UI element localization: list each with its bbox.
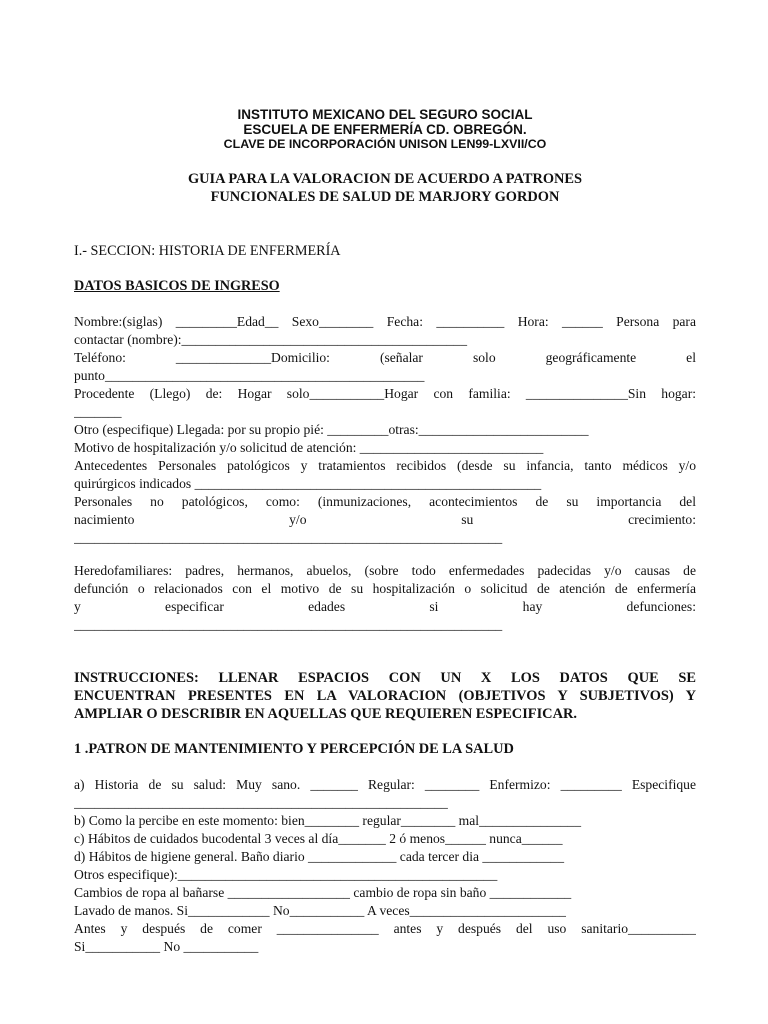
patron-line: a) Historia de su salud: Muy sano. _______ Regular: ________ Enfermizo: _________ Especifique (74, 777, 696, 792)
instructions-line: INSTRUCCIONES: LLENAR ESPACIOS CON UN X LOS DATOS QUE SE (74, 670, 696, 686)
datos-title: DATOS BASICOS DE INGRESO (74, 278, 280, 294)
patron-line: Si___________ No ___________ (74, 939, 259, 954)
patron-line: b) Como la percibe en este momento: bien________ regular________ mal_______________ (74, 813, 582, 828)
instructions (74, 669, 696, 723)
datos-line: Motivo de hospitalización y/o solicitud de atención: ___________________________ (74, 440, 544, 455)
patron-block (74, 776, 696, 956)
guide-title (74, 170, 696, 206)
heredo-line: _______________________________________________________________ (74, 617, 503, 632)
header-line-1: INSTITUTO MEXICANO DEL SEGURO SOCIAL (237, 107, 533, 122)
instructions-line: ENCUENTRAN PRESENTES EN LA VALORACION (OBJETIVOS Y SUBJETIVOS) Y (74, 688, 696, 704)
heredo-line: y especificar edades si hay defunciones: (74, 599, 696, 614)
institution-header (74, 107, 696, 152)
header-line-2: ESCUELA DE ENFERMERÍA CD. OBREGÓN. (243, 122, 527, 137)
patron-line: Lavado de manos. Si____________ No___________ A veces_______________________ (74, 903, 566, 918)
datos-line: contactar (nombre):__________________________________________ (74, 332, 468, 347)
patron-line: Cambios de ropa al bañarse __________________ cambio de ropa sin baño ____________ (74, 885, 572, 900)
patron-title: 1 .PATRON DE MANTENIMIENTO Y PERCEPCIÓN DE LA SALUD (74, 741, 514, 757)
datos-line: _______________________________________________________________ (74, 530, 503, 545)
datos-line: Otro (especifique) Llegada: por su propio pié: _________otras:_________________________ (74, 422, 589, 437)
datos-line: Procedente (Llego) de: Hogar solo___________Hogar con familia: _______________Sin hogar: (74, 386, 696, 401)
datos-line: nacimiento y/o su crecimiento: (74, 512, 696, 527)
section-title: I.- SECCION: HISTORIA DE ENFERMERÍA (74, 243, 341, 259)
patron-line: c) Hábitos de cuidados bucodental 3 veces al día_______ 2 ó menos______ nunca______ (74, 831, 563, 846)
datos-line: _______ (74, 404, 122, 419)
datos-line: Antecedentes Personales patológicos y tratamientos recibidos (desde su infancia, tanto médicos y/o (74, 458, 696, 473)
heredo-block (74, 562, 696, 634)
datos-line: quirúrgicos indicados ___________________________________________________ (74, 476, 542, 491)
patron-line: _______________________________________________________ (74, 795, 448, 810)
guide-title-line-1: GUIA PARA LA VALORACION DE ACUERDO A PATRONES (187, 171, 583, 187)
heredo-line: Heredofamiliares: padres, hermanos, abuelos, (sobre todo enfermedades padecidas y/o causas de (74, 563, 696, 578)
guide-title-line-2: FUNCIONALES DE SALUD DE MARJORY GORDON (210, 189, 560, 205)
instructions-line: AMPLIAR O DESCRIBIR EN AQUELLAS QUE REQUIEREN ESPECIFICAR. (74, 706, 577, 722)
datos-line: Personales no patológicos, como: (inmunizaciones, acontecimientos de su importancia del (74, 494, 696, 509)
patron-line: Antes y después de comer _______________ antes y después del uso sanitario__________ (74, 921, 696, 936)
patron-line: d) Hábitos de higiene general. Baño diario _____________ cada tercer dia ____________ (74, 849, 564, 864)
datos-line: punto_______________________________________________ (74, 368, 425, 383)
patron-line: Otros especifique):_______________________________________________ (74, 867, 498, 882)
datos-line: Teléfono: ______________Domicilio: (señalar solo geográficamente el (74, 350, 696, 365)
header-line-3: CLAVE DE INCORPORACIÓN UNISON LEN99-LXVII/CO (223, 137, 547, 151)
heredo-line: defunción o relacionados con el motivo de su hospitalización o solicitud de atención de enfermería (74, 581, 696, 596)
datos-block (74, 313, 696, 547)
datos-line: Nombre:(siglas) _________Edad__ Sexo________ Fecha: __________ Hora: ______ Persona para (74, 314, 696, 329)
